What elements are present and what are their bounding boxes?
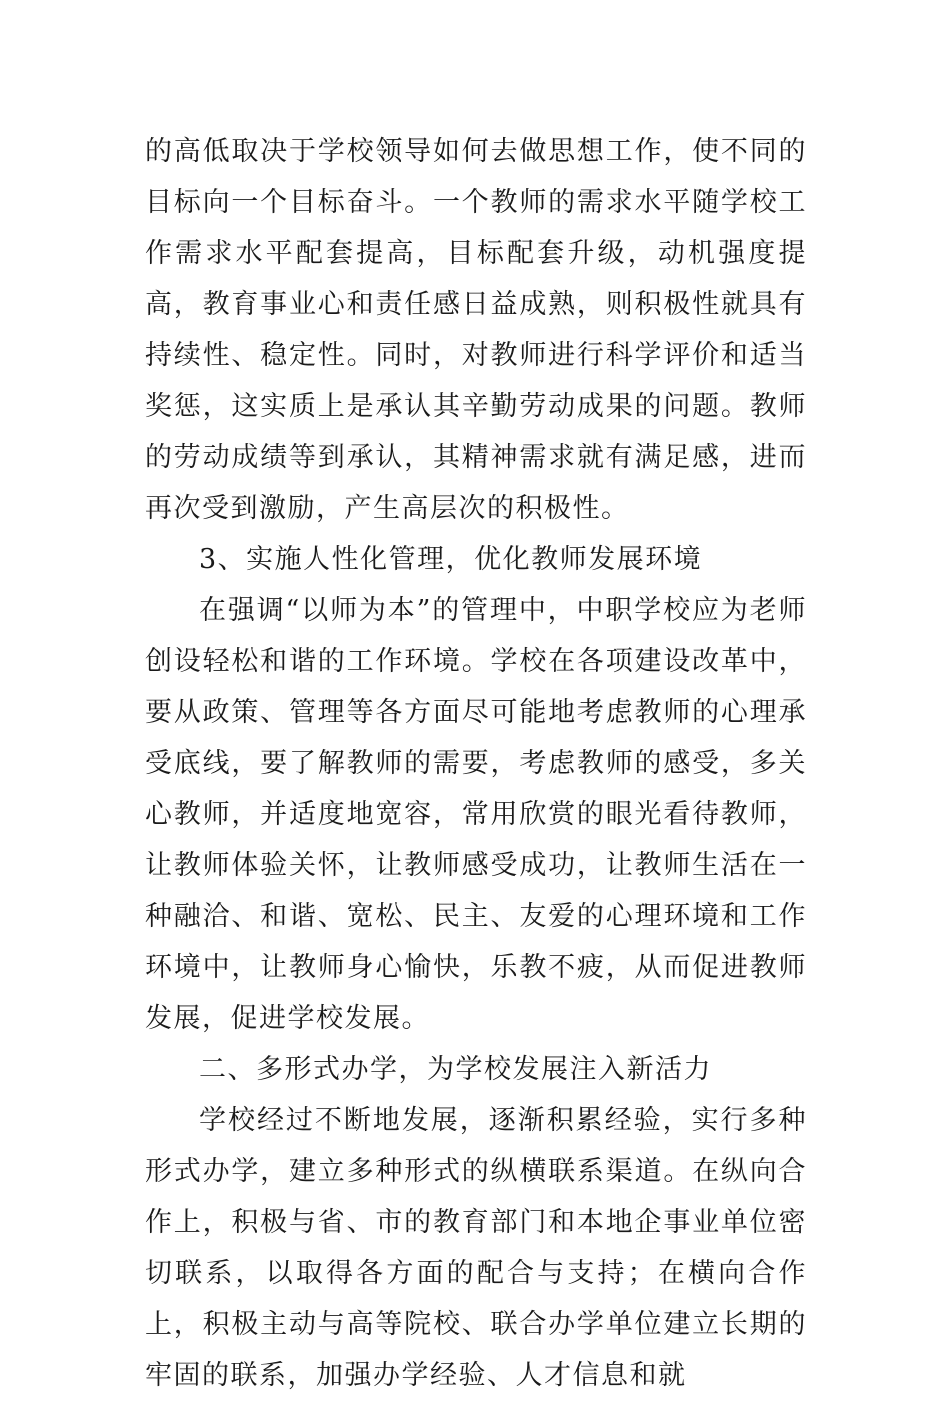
paragraph-humanized-management: 在强调“以师为本”的管理中，中职学校应为老师创设轻松和谐的工作环境。学校在各项建设改革中，要从政策、管理等各方面尽可能地考虑教师的心理承受底线，要了解教师的需要，考虑教师的感受，多关心教师，并适度地宽容，常用欣赏的眼光看待教师，让教师体验关怀，让教师感受成功，让教师生活在一种融洽、和谐、宽松、民主、友爱的心理环境和工作环境中，让教师身心愉快，乐教不疲，从而促进教师发展，促进学校发展。	[145, 595, 807, 1034]
paragraph-continuation: 的高低取决于学校领导如何去做思想工作，使不同的目标向一个目标奋斗。一个教师的需求水平随学校工作需求水平配套提高，目标配套升级，动机强度提高，教育事业心和责任感日益成熟，则积极性就具有持续性、稳定性。同时，对教师进行科学评价和适当奖惩，这实质上是承认其辛勤劳动成果的问题。教师的劳动成绩等到承认，其精神需求就有满足感，进而再次受到激励，产生高层次的积极性。	[145, 136, 807, 524]
document-body	[145, 126, 807, 1401]
section-heading-3: 3、实施人性化管理，优化教师发展环境	[199, 544, 703, 575]
paragraph-multi-form-schooling: 学校经过不断地发展，逐渐积累经验，实行多种形式办学，建立多种形式的纵横联系渠道。在纵向合作上，积极与省、市的教育部门和本地企事业单位密切联系，以取得各方面的配合与支持；在横向合作上，积极主动与高等院校、联合办学单位建立长期的牢固的联系，加强办学经验、人才信息和就	[145, 1105, 807, 1391]
section-heading-two: 二、多形式办学，为学校发展注入新活力	[199, 1054, 712, 1085]
